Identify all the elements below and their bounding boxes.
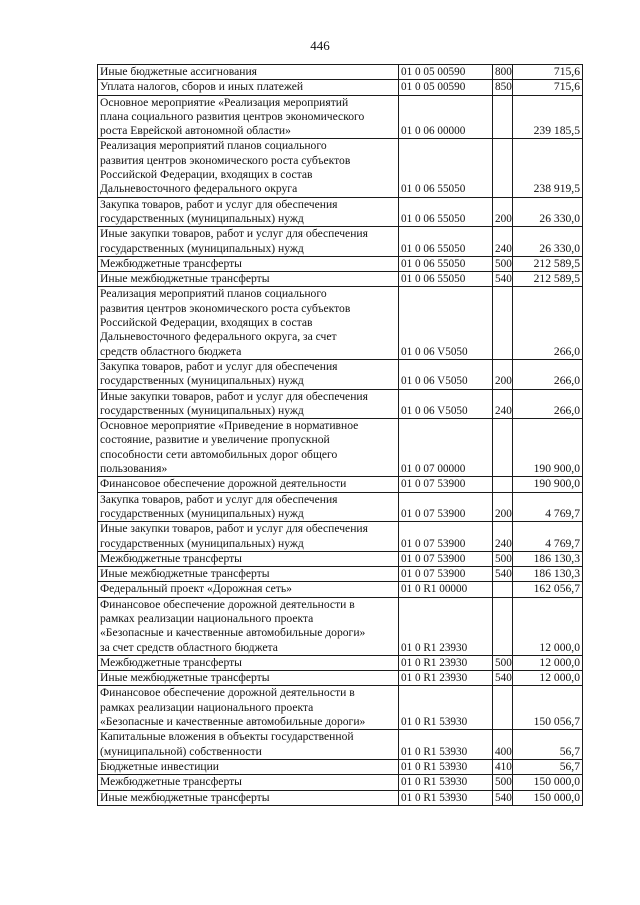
row-amount-cell: 212 589,5	[513, 256, 583, 271]
row-amount-cell: 56,7	[513, 759, 583, 774]
row-name-cell: Иные бюджетные ассигнования	[98, 65, 399, 80]
table-row	[98, 419, 583, 477]
row-expense-type-cell: 500	[493, 775, 513, 790]
table-row	[98, 790, 583, 805]
row-amount-cell: 162 056,7	[513, 582, 583, 597]
row-amount-cell: 26 330,0	[513, 227, 583, 257]
row-name-cell: Закупка товаров, работ и услуг для обеспечения государственных (муниципальных) нужд	[98, 197, 399, 227]
row-name-cell: Реализация мероприятий планов социального развития центров экономического роста субъектов Российской Федерации, входящих в состав Дальневосточного федерального округа, за счет средств областного бюджета	[98, 287, 399, 359]
table-row	[98, 655, 583, 670]
row-code-cell: 01 0 R1 23930	[399, 597, 493, 655]
budget-table	[97, 64, 583, 806]
table-row	[98, 272, 583, 287]
row-code-cell: 01 0 06 V5050	[399, 287, 493, 359]
row-name-cell: Бюджетные инвестиции	[98, 759, 399, 774]
row-name-cell: Финансовое обеспечение дорожной деятельности	[98, 477, 399, 492]
row-name-cell: Федеральный проект «Дорожная сеть»	[98, 582, 399, 597]
row-amount-cell: 150 056,7	[513, 686, 583, 730]
row-code-cell: 01 0 07 53900	[399, 477, 493, 492]
row-amount-cell: 12 000,0	[513, 655, 583, 670]
table-row	[98, 80, 583, 95]
row-expense-type-cell: 240	[493, 227, 513, 257]
row-expense-type-cell	[493, 287, 513, 359]
row-code-cell: 01 0 07 53900	[399, 567, 493, 582]
row-code-cell: 01 0 05 00590	[399, 65, 493, 80]
table-row	[98, 256, 583, 271]
table-row	[98, 197, 583, 227]
row-expense-type-cell: 850	[493, 80, 513, 95]
row-code-cell: 01 0 06 55050	[399, 227, 493, 257]
row-code-cell: 01 0 R1 00000	[399, 582, 493, 597]
row-code-cell: 01 0 06 55050	[399, 272, 493, 287]
page-number: 446	[310, 38, 330, 53]
table-row	[98, 95, 583, 139]
row-name-cell: Закупка товаров, работ и услуг для обеспечения государственных (муниципальных) нужд	[98, 359, 399, 389]
row-amount-cell: 26 330,0	[513, 197, 583, 227]
row-name-cell: Межбюджетные трансферты	[98, 655, 399, 670]
row-name-cell: Капитальные вложения в объекты государственной (муниципальной) собственности	[98, 730, 399, 760]
row-expense-type-cell: 540	[493, 567, 513, 582]
row-expense-type-cell: 500	[493, 551, 513, 566]
row-expense-type-cell	[493, 419, 513, 477]
row-name-cell: Иные закупки товаров, работ и услуг для обеспечения государственных (муниципальных) нужд	[98, 389, 399, 419]
row-name-cell: Межбюджетные трансферты	[98, 551, 399, 566]
row-amount-cell: 12 000,0	[513, 671, 583, 686]
table-row	[98, 551, 583, 566]
row-name-cell: Иные закупки товаров, работ и услуг для обеспечения государственных (муниципальных) нужд	[98, 522, 399, 552]
row-expense-type-cell: 200	[493, 492, 513, 522]
row-expense-type-cell: 540	[493, 790, 513, 805]
row-code-cell: 01 0 06 00000	[399, 95, 493, 139]
table-row	[98, 492, 583, 522]
row-code-cell: 01 0 07 53900	[399, 522, 493, 552]
row-code-cell: 01 0 06 55050	[399, 139, 493, 197]
table-row	[98, 477, 583, 492]
row-amount-cell: 190 900,0	[513, 419, 583, 477]
row-name-cell: Межбюджетные трансферты	[98, 775, 399, 790]
row-code-cell: 01 0 R1 53930	[399, 730, 493, 760]
row-expense-type-cell: 200	[493, 359, 513, 389]
row-name-cell: Закупка товаров, работ и услуг для обеспечения государственных (муниципальных) нужд	[98, 492, 399, 522]
row-amount-cell: 238 919,5	[513, 139, 583, 197]
row-amount-cell: 186 130,3	[513, 551, 583, 566]
row-name-cell: Уплата налогов, сборов и иных платежей	[98, 80, 399, 95]
row-code-cell: 01 0 R1 53930	[399, 790, 493, 805]
row-expense-type-cell	[493, 95, 513, 139]
row-code-cell: 01 0 06 V5050	[399, 359, 493, 389]
table-row	[98, 582, 583, 597]
table-row	[98, 522, 583, 552]
row-code-cell: 01 0 R1 53930	[399, 775, 493, 790]
table-row	[98, 139, 583, 197]
table-row	[98, 389, 583, 419]
row-name-cell: Иные закупки товаров, работ и услуг для обеспечения государственных (муниципальных) нужд	[98, 227, 399, 257]
row-amount-cell: 266,0	[513, 359, 583, 389]
row-expense-type-cell: 410	[493, 759, 513, 774]
row-amount-cell: 212 589,5	[513, 272, 583, 287]
row-name-cell: Иные межбюджетные трансферты	[98, 567, 399, 582]
row-amount-cell: 266,0	[513, 389, 583, 419]
table-row	[98, 671, 583, 686]
row-amount-cell: 56,7	[513, 730, 583, 760]
row-code-cell: 01 0 06 55050	[399, 197, 493, 227]
table-row	[98, 686, 583, 730]
row-name-cell: Иные межбюджетные трансферты	[98, 272, 399, 287]
table-row	[98, 775, 583, 790]
row-code-cell: 01 0 R1 53930	[399, 686, 493, 730]
row-code-cell: 01 0 07 53900	[399, 492, 493, 522]
row-name-cell: Основное мероприятие «Приведение в нормативное состояние, развитие и увеличение пропускной способности сети автомобильных дорог общего пользования»	[98, 419, 399, 477]
table-row	[98, 730, 583, 760]
row-expense-type-cell: 400	[493, 730, 513, 760]
row-name-cell: Реализация мероприятий планов социального развития центров экономического роста субъектов Российской Федерации, входящих в состав Дальневосточного федерального округа	[98, 139, 399, 197]
budget-table-body	[98, 65, 583, 806]
row-amount-cell: 12 000,0	[513, 597, 583, 655]
row-amount-cell: 150 000,0	[513, 790, 583, 805]
row-name-cell: Иные межбюджетные трансферты	[98, 671, 399, 686]
row-amount-cell: 715,6	[513, 65, 583, 80]
table-row	[98, 65, 583, 80]
row-expense-type-cell: 240	[493, 389, 513, 419]
row-amount-cell: 239 185,5	[513, 95, 583, 139]
row-amount-cell: 715,6	[513, 80, 583, 95]
row-amount-cell: 186 130,3	[513, 567, 583, 582]
table-row	[98, 227, 583, 257]
row-amount-cell: 4 769,7	[513, 492, 583, 522]
row-expense-type-cell: 540	[493, 272, 513, 287]
row-expense-type-cell	[493, 597, 513, 655]
row-expense-type-cell	[493, 686, 513, 730]
row-name-cell: Основное мероприятие «Реализация мероприятий плана социального развития центров экономического роста Еврейской автономной области»	[98, 95, 399, 139]
row-code-cell: 01 0 R1 23930	[399, 671, 493, 686]
row-code-cell: 01 0 07 53900	[399, 551, 493, 566]
row-expense-type-cell: 540	[493, 671, 513, 686]
row-expense-type-cell: 500	[493, 655, 513, 670]
row-name-cell: Финансовое обеспечение дорожной деятельности в рамках реализации национального проекта «Безопасные и качественные автомобильные дороги» за счет средств областного бюджета	[98, 597, 399, 655]
row-expense-type-cell: 240	[493, 522, 513, 552]
row-amount-cell: 4 769,7	[513, 522, 583, 552]
row-expense-type-cell: 500	[493, 256, 513, 271]
table-row	[98, 597, 583, 655]
row-code-cell: 01 0 R1 23930	[399, 655, 493, 670]
row-expense-type-cell	[493, 582, 513, 597]
row-expense-type-cell	[493, 139, 513, 197]
row-code-cell: 01 0 06 V5050	[399, 389, 493, 419]
table-row	[98, 287, 583, 359]
row-code-cell: 01 0 05 00590	[399, 80, 493, 95]
row-amount-cell: 150 000,0	[513, 775, 583, 790]
table-row	[98, 359, 583, 389]
row-code-cell: 01 0 R1 53930	[399, 759, 493, 774]
row-name-cell: Иные межбюджетные трансферты	[98, 790, 399, 805]
row-name-cell: Межбюджетные трансферты	[98, 256, 399, 271]
row-name-cell: Финансовое обеспечение дорожной деятельности в рамках реализации национального проекта «Безопасные и качественные автомобильные дороги»	[98, 686, 399, 730]
row-expense-type-cell: 200	[493, 197, 513, 227]
row-code-cell: 01 0 06 55050	[399, 256, 493, 271]
table-row	[98, 567, 583, 582]
row-expense-type-cell	[493, 477, 513, 492]
table-row	[98, 759, 583, 774]
row-code-cell: 01 0 07 00000	[399, 419, 493, 477]
row-amount-cell: 190 900,0	[513, 477, 583, 492]
row-expense-type-cell: 800	[493, 65, 513, 80]
row-amount-cell: 266,0	[513, 287, 583, 359]
